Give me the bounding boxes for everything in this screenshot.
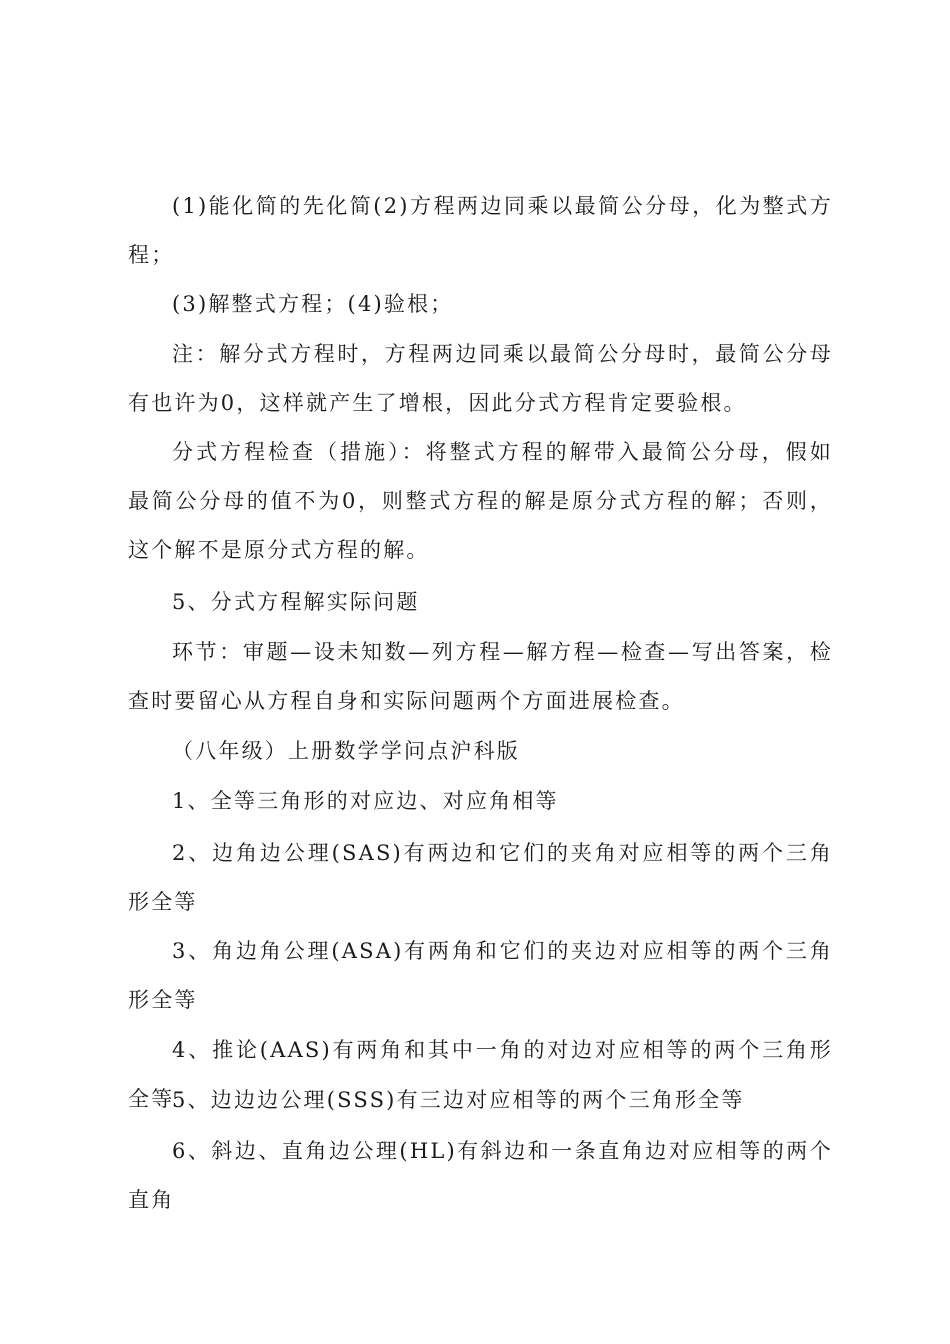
- paragraph-note-extraneous-root: 注：解分式方程时，方程两边同乘以最简公分母时，最简公分母有也许为0，这样就产生了增根，因此分式方程肯定要验根。: [128, 342, 833, 415]
- paragraph-heading-practical-problems: 5、分式方程解实际问题: [172, 590, 420, 614]
- paragraph-congruence-aas: 4、推论(AAS)有两角和其中一角的对边对应相等的两个三角形全等: [128, 1038, 833, 1111]
- paragraph-congruence-1: 1、全等三角形的对应边、对应角相等: [172, 789, 559, 813]
- paragraph-checking-method: 分式方程检查（措施）：将整式方程的解带入最简公分母，假如最简公分母的值不为0，则整式方程的解是原分式方程的解；否则，这个解不是原分式方程的解。: [128, 440, 833, 562]
- paragraph-congruence-sas: 2、边角边公理(SAS)有两边和它们的夹角对应相等的两个三角形全等: [128, 841, 833, 914]
- paragraph-congruence-hl: 6、斜边、直角边公理(HL)有斜边和一条直角边对应相等的两个直角: [128, 1139, 833, 1212]
- paragraph-section-title: （八年级）上册数学学问点沪科版: [172, 739, 520, 763]
- paragraph-solving-steps-2: (3)解整式方程；(4)验根；: [172, 292, 454, 316]
- paragraph-congruence-asa: 3、角边角公理(ASA)有两角和它们的夹边对应相等的两个三角形全等: [128, 939, 833, 1012]
- paragraph-solving-steps-1: (1)能化简的先化简(2)方程两边同乘以最简公分母，化为整式方程；: [128, 194, 833, 267]
- paragraph-congruence-sss: 5、边边边公理(SSS)有三边对应相等的两个三角形全等: [172, 1088, 745, 1112]
- paragraph-practical-steps: 环节：审题—设未知数—列方程—解方程—检查—写出答案，检查时要留心从方程自身和实际问题两个方面进展检查。: [128, 640, 833, 713]
